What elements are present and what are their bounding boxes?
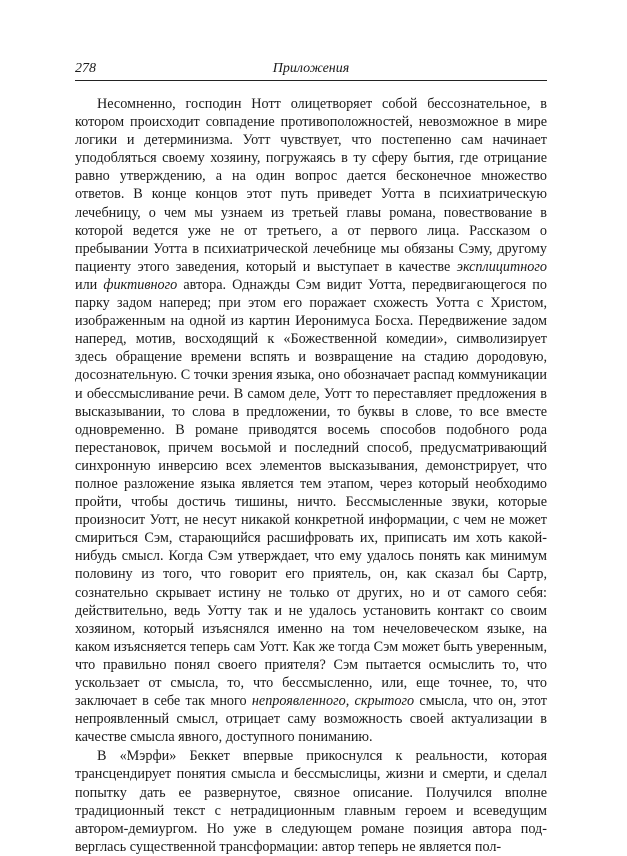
page-number: 278 xyxy=(75,61,96,76)
page-body xyxy=(75,95,547,856)
italic-term: эксплицитного xyxy=(456,258,547,275)
italic-term: непроявленного, скрытого xyxy=(251,693,415,710)
text-segment: или xyxy=(75,276,104,293)
text-segment: смысла, что он, этот непроявленный смысл, отрицает саму возможность своей актуализации в качестве смысла явного, доступного пониманию. xyxy=(75,693,547,746)
book-page xyxy=(75,58,547,856)
page-header xyxy=(75,58,547,81)
paragraph-1 xyxy=(75,95,547,746)
text-segment: Несомненно, господин Нотт олицетворяет собой бессознательное, в котором происходит совпадение противоположностей, невозможное в мире логики и детерминизма. Уотт чувствует, что постепенно сам начинает уподобляться своему хозяину, погружаясь в ту сферу бытия, где отрицание равно утверждению, а на один вопрос дается бесконечное множество ответов. В конце концов этот путь приведет Уотта в психиатрическую лечебницу, о чем мы узнаем из третьей главы романа, повествование в которой ведется уже не от третьего, а от первого лица. Рассказом о пребывании Уотта в психиатрической лечебнице мы обязаны Сэму, другому пациенту этого заведения, который и выступает в качестве xyxy=(75,96,547,275)
paragraph-2 xyxy=(75,747,547,856)
text-segment: В «Мэрфи» Беккет впервые прикоснулся к реальности, которая трансцендирует понятия смысла и бессмыслицы, жизни и смерти, и сделал попытку дать ее развернутое, связное описание. Получился вполне традиционный текст с нетрадиционным главным героем и всеведущим автором-демиургом. Но уже в следующем романе позиция автора подверглась существенной трансформации: автор теперь не является пол- xyxy=(75,748,547,855)
running-title: Приложения xyxy=(272,61,350,76)
text-segment: автора. Однажды Сэм видит Уотта, передвигающегося по парку задом наперед; при этом его поражает схожесть Уотта с Христом, изображенным на одной из картин Иеронимуса Босха. Передвижение задом наперед, мотив, восходящий к «Божественной комедии», символизирует здесь обращение времени вспять и возвращение на стадию дородовую, досознательную. С точки зрения языка, оно обозначает распад коммуникации и обессмысливание речи. В самом деле, Уотт то переставляет предложения в высказывании, то слова в предложении, то буквы в слове, то все вместе одновременно. В романе приводятся восемь способов подобного рода перестановок, причем восьмой и последний способ, предусматривающий синхронную инверсию всех элементов высказывания, демонстрирует, что полное разложение языка является тем этапом, через который необходимо пройти, чтобы достичь тишины, ничто. Бессмысленные звуки, которые произносит Уотт, не несут никакой конкретной информации, с чем не может смириться Сэм, старающийся расшифровать их, приписать им хоть какой-нибудь смысл. Когда Сэм утверждает, что ему удалось понять как минимум половину из того, что говорит его приятель, он, как сказал бы Сартр, сознательно скрывает истину не только от других, но и от самого себя: действительно, ведь Уотту так и не удалось установить контакт со своим хозяином, который изъяснялся именно на том нечеловеческом языке, на каком изъясняется теперь сам Уотт. Как же тогда Сэм может быть уверенным, что правильно понял своего приятеля? Сэм пытается осмыслить то, что ускользает от смысла, то, что бессмысленно, или, еще точнее, то, что заключает в себе так много xyxy=(75,276,547,710)
italic-term: фиктивного xyxy=(103,276,178,293)
